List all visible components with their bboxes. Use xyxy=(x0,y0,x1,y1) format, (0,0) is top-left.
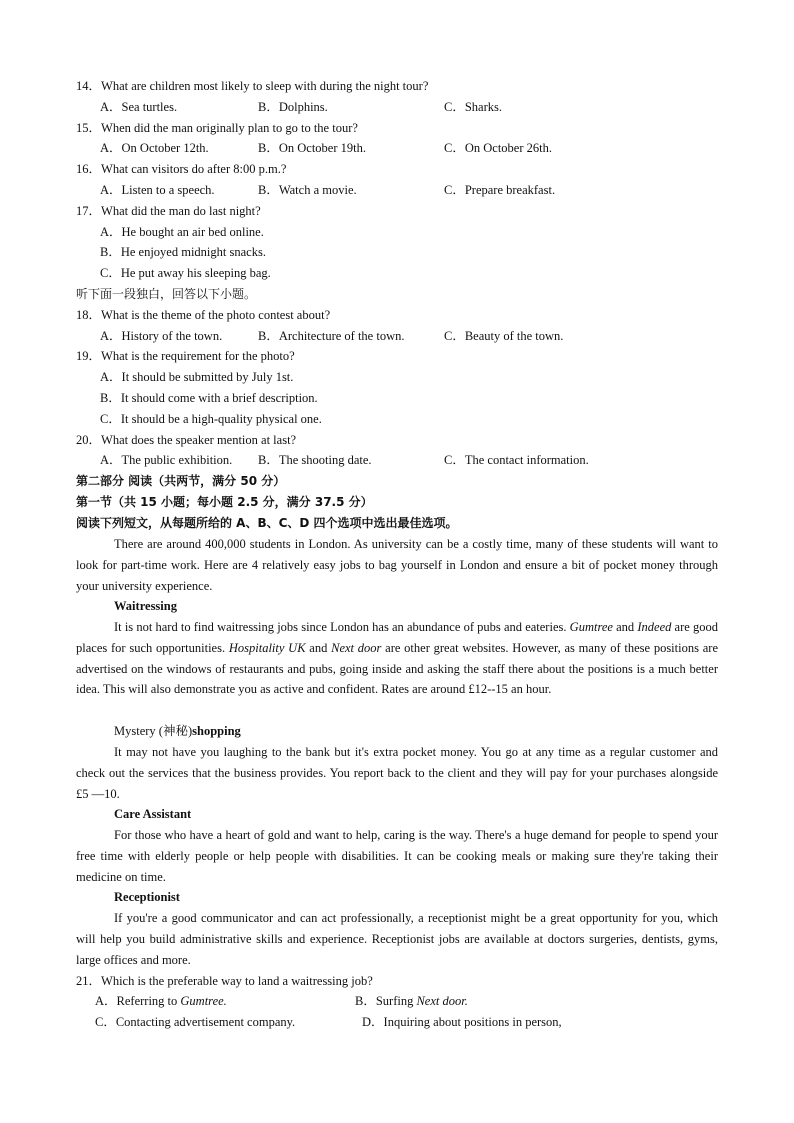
option-15c[interactable]: C．On October 26th. xyxy=(444,141,552,155)
reading-instruction: 阅读下列短文，从每题所给的 A、B、C、D 四个选项中选出最佳选项。 xyxy=(76,516,458,530)
option-19c[interactable]: C．It should be a high-quality physical one. xyxy=(100,412,322,426)
option-14a[interactable]: A．Sea turtles. xyxy=(100,100,178,114)
question-19: 19．What is the requirement for the photo? xyxy=(76,349,295,363)
question-21: 21．Which is the preferable way to land a waitressing job? xyxy=(76,974,373,988)
mystery-shopping-paragraph: It may not have you laughing to the bank but it's extra pocket money. You go at any time as a regular customer and check out the services that the business provides. You report back to the client and they will pay for your purchases alongside £5 —10. xyxy=(76,745,718,801)
option-14c[interactable]: C．Sharks. xyxy=(444,100,502,114)
option-16b[interactable]: B．Watch a movie. xyxy=(258,183,357,197)
option-18b[interactable]: B．Architecture of the town. xyxy=(258,329,405,343)
option-15b[interactable]: B．On October 19th. xyxy=(258,141,366,155)
passage-intro: There are around 400,000 students in London. As university can be a costly time, many of these students will want to look for part-time work. Here are 4 relatively easy jobs to bag yourself in London and ensure a bit of pocket money through your university experience. xyxy=(76,537,718,593)
option-15a[interactable]: A．On October 12th. xyxy=(100,141,209,155)
option-20a[interactable]: A．The public exhibition. xyxy=(100,453,233,467)
option-18a[interactable]: A．History of the town. xyxy=(100,329,223,343)
option-21d[interactable]: D．Inquiring about positions in person, xyxy=(362,1015,562,1029)
option-16c[interactable]: C．Prepare breakfast. xyxy=(444,183,556,197)
waitressing-paragraph: It is not hard to find waitressing jobs since London has an abundance of pubs and eateries. Gumtree and Indeed are good places for such opportunities. Hospitality UK and Next door are other great websites. However, as many of these positions are advertised on the windows of restaurants and pubs, going inside and asking the staff there about the positions is a much better idea. This will also demonstrate you as active and confident. Rates are around £12--15 an hour. xyxy=(76,620,718,697)
question-14: 14．What are children most likely to sleep with during the night tour? xyxy=(76,79,429,93)
option-17a[interactable]: A．He bought an air bed online. xyxy=(100,225,264,239)
option-18c[interactable]: C．Beauty of the town. xyxy=(444,329,564,343)
question-17: 17．What did the man do last night? xyxy=(76,204,261,218)
option-21a[interactable]: A．Referring to Gumtree. xyxy=(95,994,227,1008)
option-19b[interactable]: B．It should come with a brief description. xyxy=(100,391,318,405)
section1-title: 第一节（共 15 小题；每小题 2.5 分，满分 37.5 分） xyxy=(76,495,373,509)
question-18: 18．What is the theme of the photo contest about? xyxy=(76,308,331,322)
receptionist-paragraph: If you're a good communicator and can act professionally, a receptionist might be a great opportunity for you, which will help you build administrative skills and experience. Receptionist jobs are available at doctors surgeries, dentists, gyms, large offices and more. xyxy=(76,911,718,967)
monologue-instruction: 听下面一段独白，回答以下小题。 xyxy=(76,287,257,301)
option-21c[interactable]: C．Contacting advertisement company. xyxy=(95,1015,296,1029)
option-20c[interactable]: C．The contact information. xyxy=(444,453,589,467)
option-17b[interactable]: B．He enjoyed midnight snacks. xyxy=(100,245,266,259)
heading-mystery-shopping: Mystery (神秘)shopping xyxy=(114,724,241,738)
heading-care-assistant: Care Assistant xyxy=(114,807,192,821)
question-15: 15．When did the man originally plan to go to the tour? xyxy=(76,121,358,135)
part2-title: 第二部分 阅读（共两节，满分 50 分） xyxy=(76,474,286,488)
option-19a[interactable]: A．It should be submitted by July 1st. xyxy=(100,370,294,384)
care-assistant-paragraph: For those who have a heart of gold and want to help, caring is the way. There's a huge demand for people to spend your free time with elderly people or help people with disabilities. It can be cooking meals or making sure they're taking their medicine on time. xyxy=(76,828,718,884)
option-20b[interactable]: B．The shooting date. xyxy=(258,453,372,467)
question-16: 16．What can visitors do after 8:00 p.m.? xyxy=(76,162,287,176)
heading-waitressing: Waitressing xyxy=(114,599,177,613)
option-21b[interactable]: B．Surfing Next door. xyxy=(355,994,468,1008)
option-17c[interactable]: C．He put away his sleeping bag. xyxy=(100,266,271,280)
option-14b[interactable]: B．Dolphins. xyxy=(258,100,328,114)
question-20: 20．What does the speaker mention at last? xyxy=(76,433,297,447)
heading-receptionist: Receptionist xyxy=(114,890,180,904)
option-16a[interactable]: A．Listen to a speech. xyxy=(100,183,215,197)
